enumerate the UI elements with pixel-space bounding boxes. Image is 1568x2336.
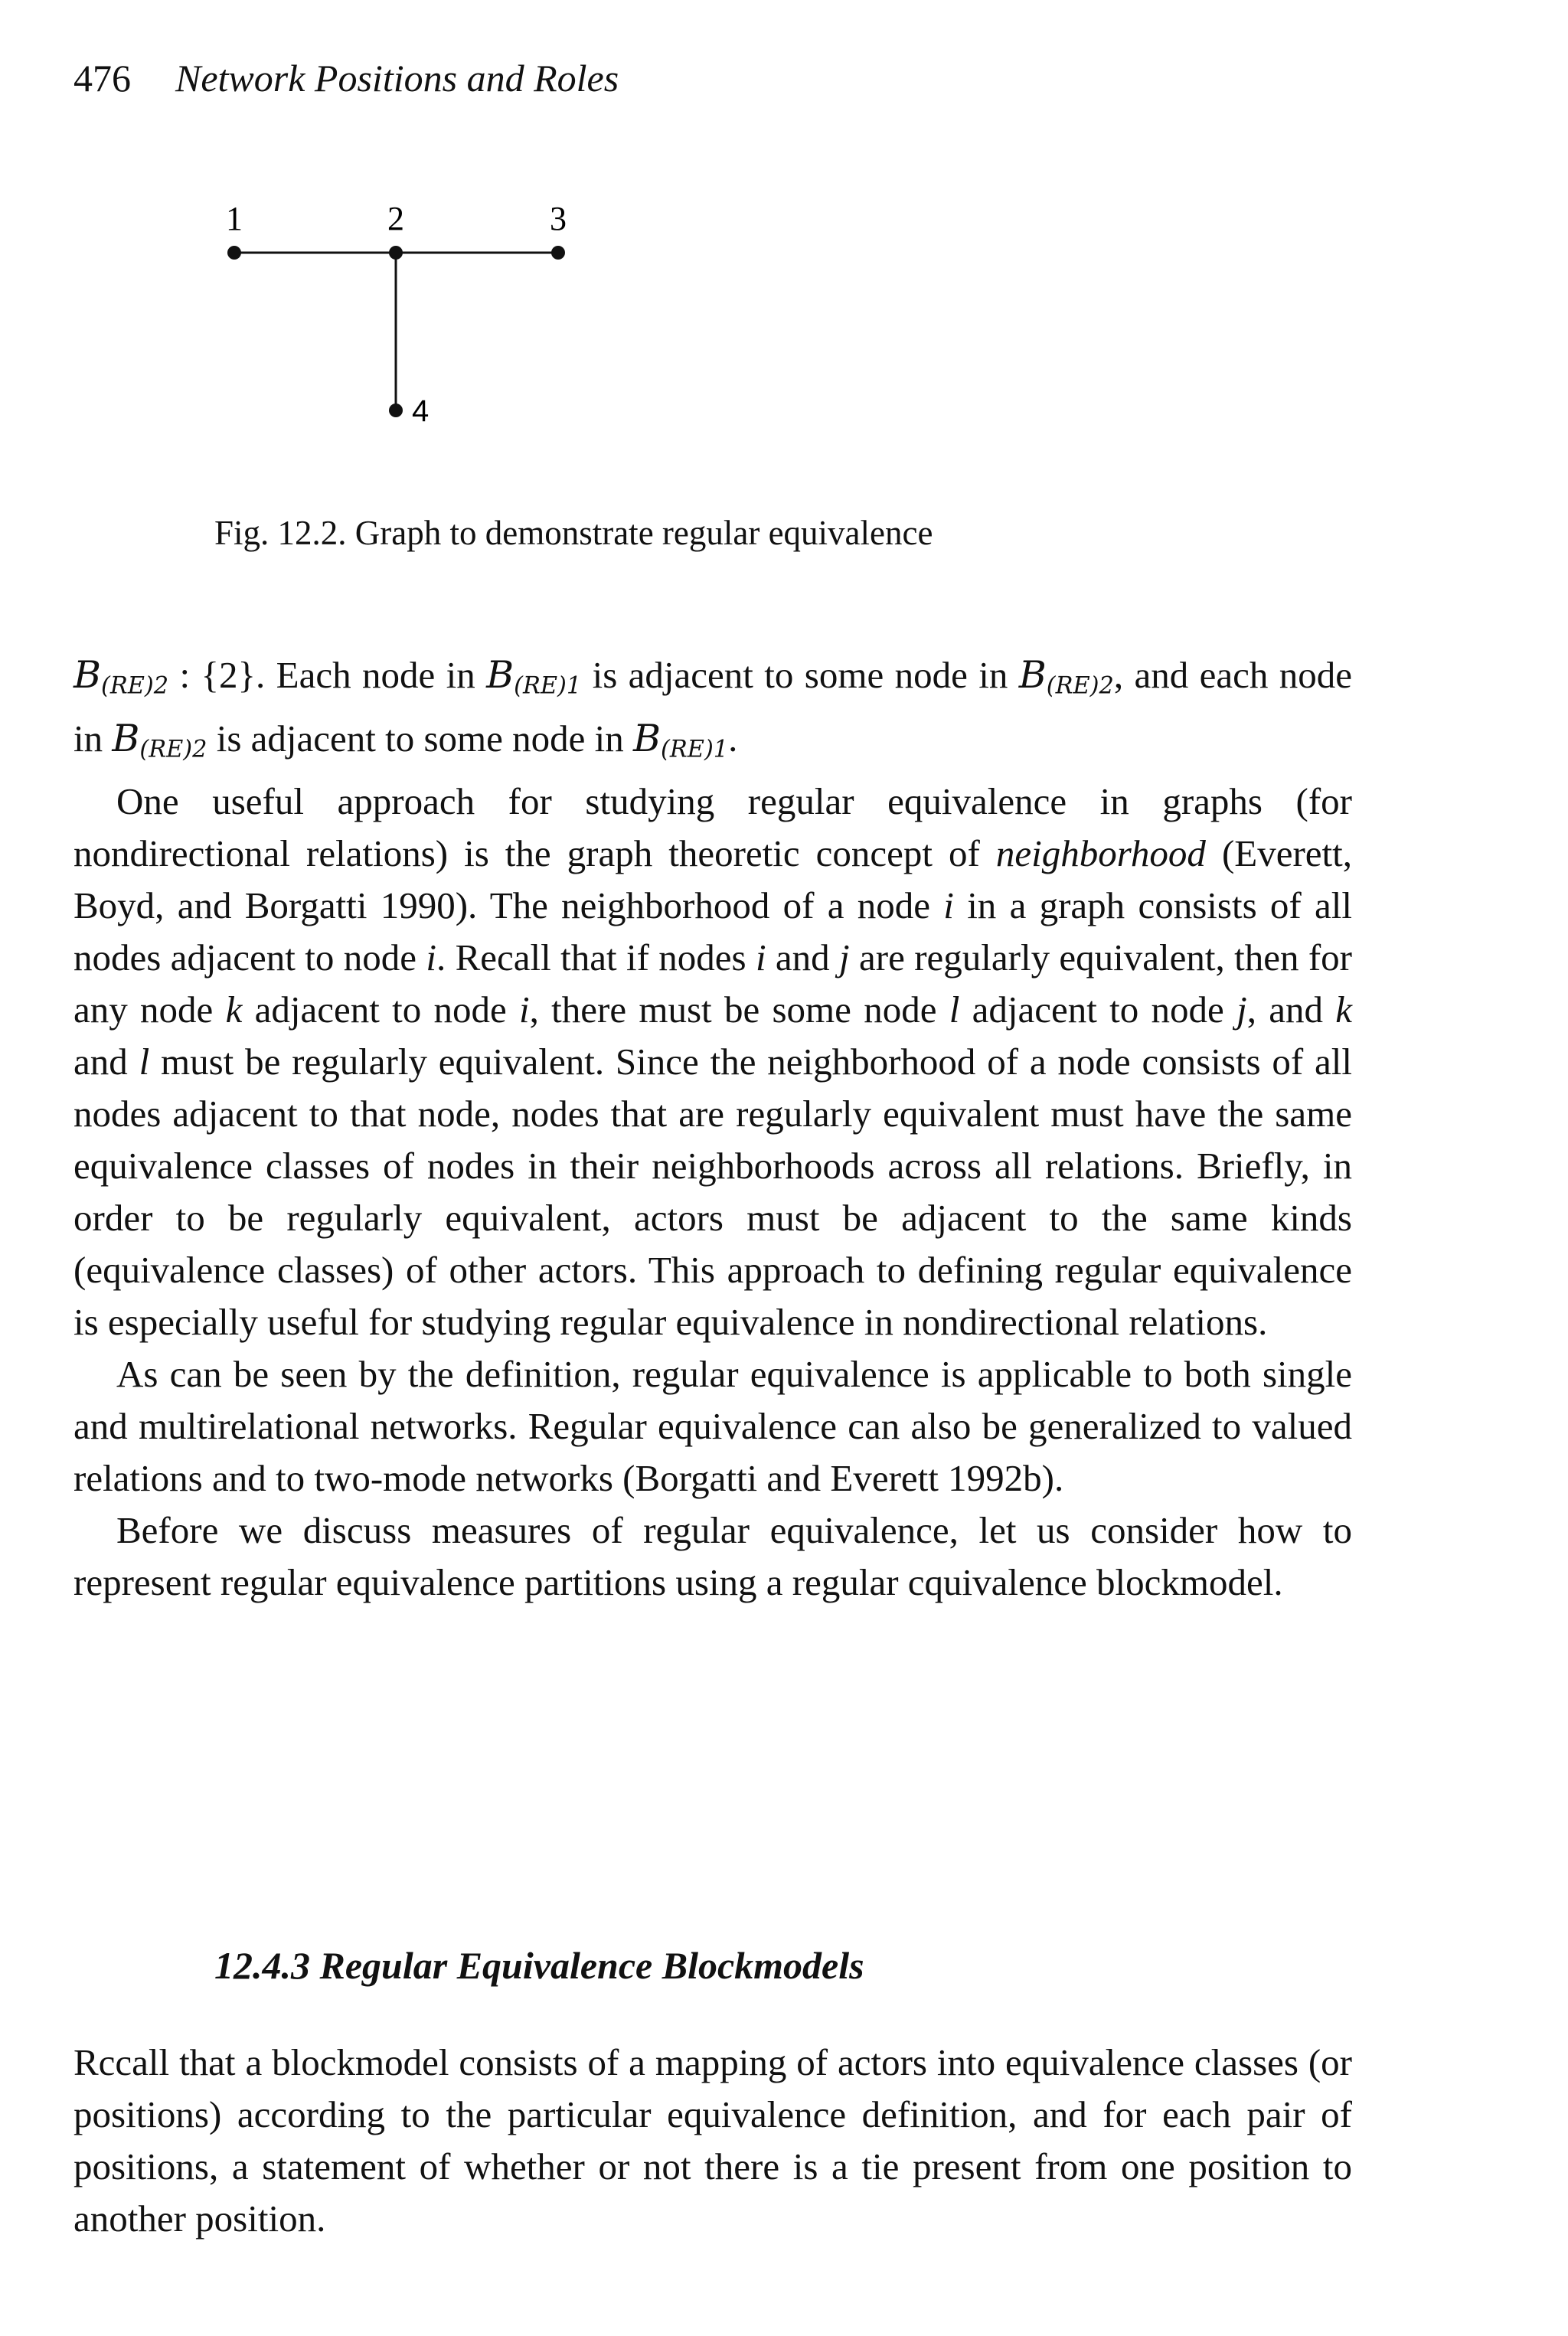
- node-label-2: 2: [387, 200, 404, 237]
- set-symbol: $B_{(RE)2}$: [112, 716, 207, 763]
- section-text: [74, 2037, 1352, 2245]
- paragraph-before-measures: Before we discuss measures of regular equivalence, let us consider how to represent regular equivalence partitions using a regular cquivalence blockmodel.: [74, 1509, 1352, 1604]
- section-heading: 12.4.3 Regular Equivalence Blockmodels: [214, 1944, 864, 1987]
- paragraph-neighborhood: One useful approach for studying regular equivalence in graphs (for nondirectional relations) is the graph theoretic concept of neighborhood (Everett, Boyd, and Borgatti 1990). The neighborhood of a node i in a graph consists of all nodes adjacent to node i. Recall that if nodes i and j are regularly equivalent, then for any node k adjacent to node i, there must be some node l adjacent to node j, and k and l must be regularly equivalent. Since the neighborhood of a node consists of all nodes adjacent to that node, nodes that are regularly equivalent must have the same equivalence classes of nodes in their neighborhoods across all relations. Briefly, in order to be regularly equivalent, actors must be adjacent to the same kinds (equivalence classes) of other actors. This approach to defining regular equivalence is especially useful for studying regular equivalence in nondirectional relations.: [74, 780, 1353, 1344]
- running-title: Network Positions and Roles: [175, 57, 619, 100]
- figure-caption: Fig. 12.2. Graph to demonstrate regular equivalence: [214, 514, 933, 552]
- paragraph-continuation: $B_{(RE)2}$ : {2}. Each node in $B_{(RE)1}$ is adjacent to some node in $B_{(RE)2}$, and each node in $B_{(RE)2}$ is adjacent to some node in $B_{(RE)1}$.: [74, 653, 1352, 763]
- node-4: [389, 403, 403, 417]
- set-symbol: $B_{(RE)1}$: [486, 653, 582, 700]
- set-symbol: $B_{(RE)1}$: [633, 716, 729, 763]
- node-2: [389, 246, 403, 260]
- node-label-1: 1: [226, 200, 243, 237]
- paragraph-multirelational: As can be seen by the definition, regular equivalence is applicable to both single and multirelational networks. Regular equivalence can also be generalized to valued relations and to two-mode networks (Borgatti and Everett 1992b).: [74, 1353, 1352, 1500]
- set-symbol: $B_{(RE)2}$: [74, 653, 169, 700]
- graph-figure: [214, 191, 612, 436]
- node-3: [551, 246, 565, 260]
- node-label-4: 4: [412, 394, 430, 428]
- set-symbol: $B_{(RE)2}$: [1018, 653, 1114, 700]
- node-label-3: 3: [550, 200, 567, 237]
- running-head: [74, 55, 619, 101]
- node-1: [227, 246, 241, 260]
- page-number: 476: [74, 57, 131, 100]
- paragraph-blockmodel: Rccall that a blockmodel consists of a mapping of actors into equivalence classes (or positions) according to the particular equivalence definition, and for each pair of positions, a statement of whether or not there is a tie present from one position to another position.: [74, 2041, 1352, 2240]
- main-text: [74, 649, 1352, 1609]
